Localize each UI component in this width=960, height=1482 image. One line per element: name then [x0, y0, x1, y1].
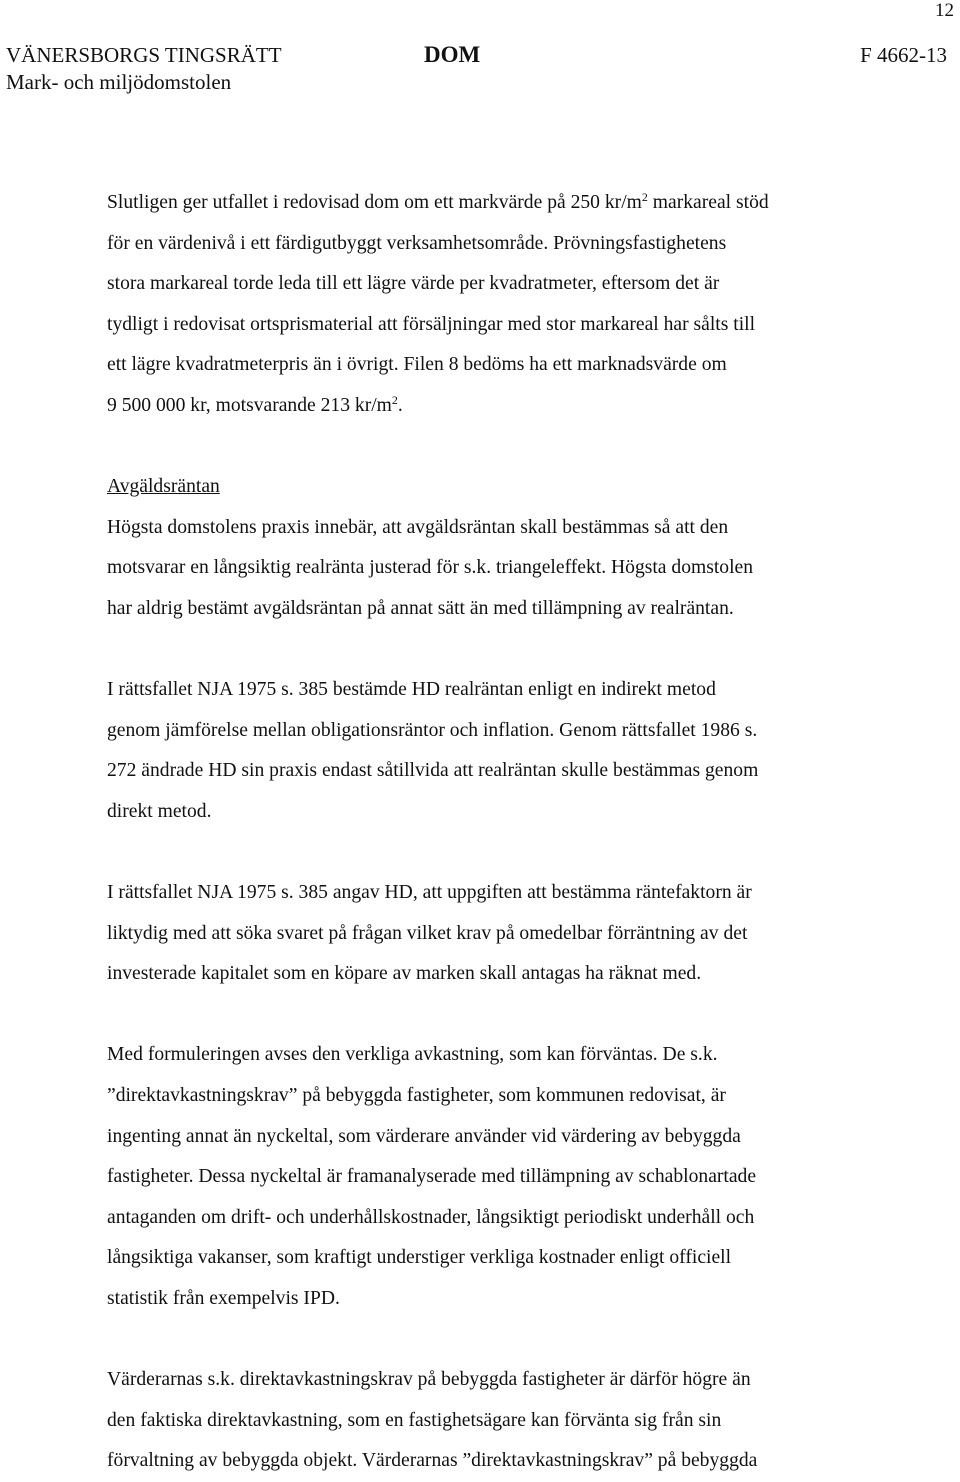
text-line: långsiktiga vakanser, som kraftigt understiger verkliga kostnader enligt officiell: [107, 1247, 732, 1269]
text-line: genom jämförelse mellan obligationsräntor och inflation. Genom rättsfallet 1986 s.: [107, 719, 758, 741]
text-line: 272 ändrade HD sin praxis endast såtillvida att realräntan skulle bestämmas genom: [107, 760, 759, 782]
court-name: VÄNERSBORGS TINGSRÄTT: [6, 43, 282, 67]
text-line: statistik från exempelvis IPD.: [107, 1288, 340, 1310]
paragraph-market-value: [107, 183, 907, 427]
text-line: har aldrig bestämt avgäldsräntan på annat sätt än med tillämpning av realräntan.: [107, 597, 734, 619]
text-line: Högsta domstolens praxis innebär, att avgäldsräntan skall bestämmas så att den: [107, 516, 729, 538]
text-line: investerade kapitalet som en köpare av marken skall antagas ha räknat med.: [107, 963, 702, 985]
text-line: I rättsfallet NJA 1975 s. 385 bestämde HD realräntan enligt en indirekt metod: [107, 679, 716, 701]
text-line: tydligt i redovisat ortsprismaterial att försäljningar med stor markareal har sålts till: [107, 313, 756, 335]
text-line: Med formuleringen avses den verkliga avkastning, som kan förväntas. De s.k.: [107, 1044, 718, 1066]
page-number: 12: [935, 0, 954, 21]
text-line: antaganden om drift- och underhållskostnader, långsiktigt periodiskt underhåll och: [107, 1206, 755, 1228]
text-line: ingenting annat än nyckeltal, som värderare använder vid värdering av bebyggda: [107, 1125, 741, 1147]
text-line: för en värdenivå i ett färdigutbyggt verksamhetsområde. Prövningsfastighetens: [107, 232, 727, 254]
section-heading: Avgäldsräntan: [107, 476, 220, 498]
text-line: ett lägre kvadratmeterpris än i övrigt. Filen 8 bedöms ha ett marknadsvärde om: [107, 354, 727, 376]
text-line: direkt metod.: [107, 800, 212, 822]
paragraph-valuers-yield: [107, 1360, 907, 1482]
text-line: stora markareal torde leda till ett lägre värde per kvadratmeter, eftersom det är: [107, 273, 720, 295]
text-line: fastigheter. Dessa nyckeltal är framanalyserade med tillämpning av schablonartade: [107, 1166, 757, 1188]
case-number: F 4662-13: [860, 43, 947, 67]
text-line: ”direktavkastningskrav” på bebyggda fastigheter, som kommunen redovisat, är: [107, 1085, 726, 1107]
text-line: I rättsfallet NJA 1975 s. 385 angav HD, att uppgiften att bestämma räntefaktorn är: [107, 882, 752, 904]
document-body: [107, 183, 907, 1482]
text-line: Värderarnas s.k. direktavkastningskrav på bebyggda fastigheter är därför högre än: [107, 1369, 751, 1391]
text-line: förvaltning av bebyggda objekt. Värderarnas ”direktavkastningskrav” på bebyggda: [107, 1450, 758, 1472]
paragraph-yield-requirement: [107, 1035, 907, 1319]
text-line: den faktiska direktavkastning, som en fastighetsägare kan förvänta sig från sin: [107, 1409, 722, 1431]
text-line: motsvarar en långsiktig realränta justerad för s.k. triangeleffekt. Högsta domstolen: [107, 557, 754, 579]
text-line: 9 500 000 kr, motsvarande 213 $kr/m^2$.: [107, 392, 403, 416]
text-line: liktydig med att söka svaret på frågan vilket krav på omedelbar förräntning av det: [107, 922, 748, 944]
court-division: Mark- och miljödomstolen: [6, 70, 232, 94]
text-line: Slutligen ger utfallet i redovisad dom om ett markvärde på 250 $kr/m^2$ markareal stöd: [107, 190, 769, 213]
paragraph-nja-1975-interest: [107, 873, 907, 995]
paragraph-praxis: [107, 508, 907, 630]
paragraph-nja-1975-method: [107, 670, 907, 832]
document-type: DOM: [424, 42, 481, 67]
